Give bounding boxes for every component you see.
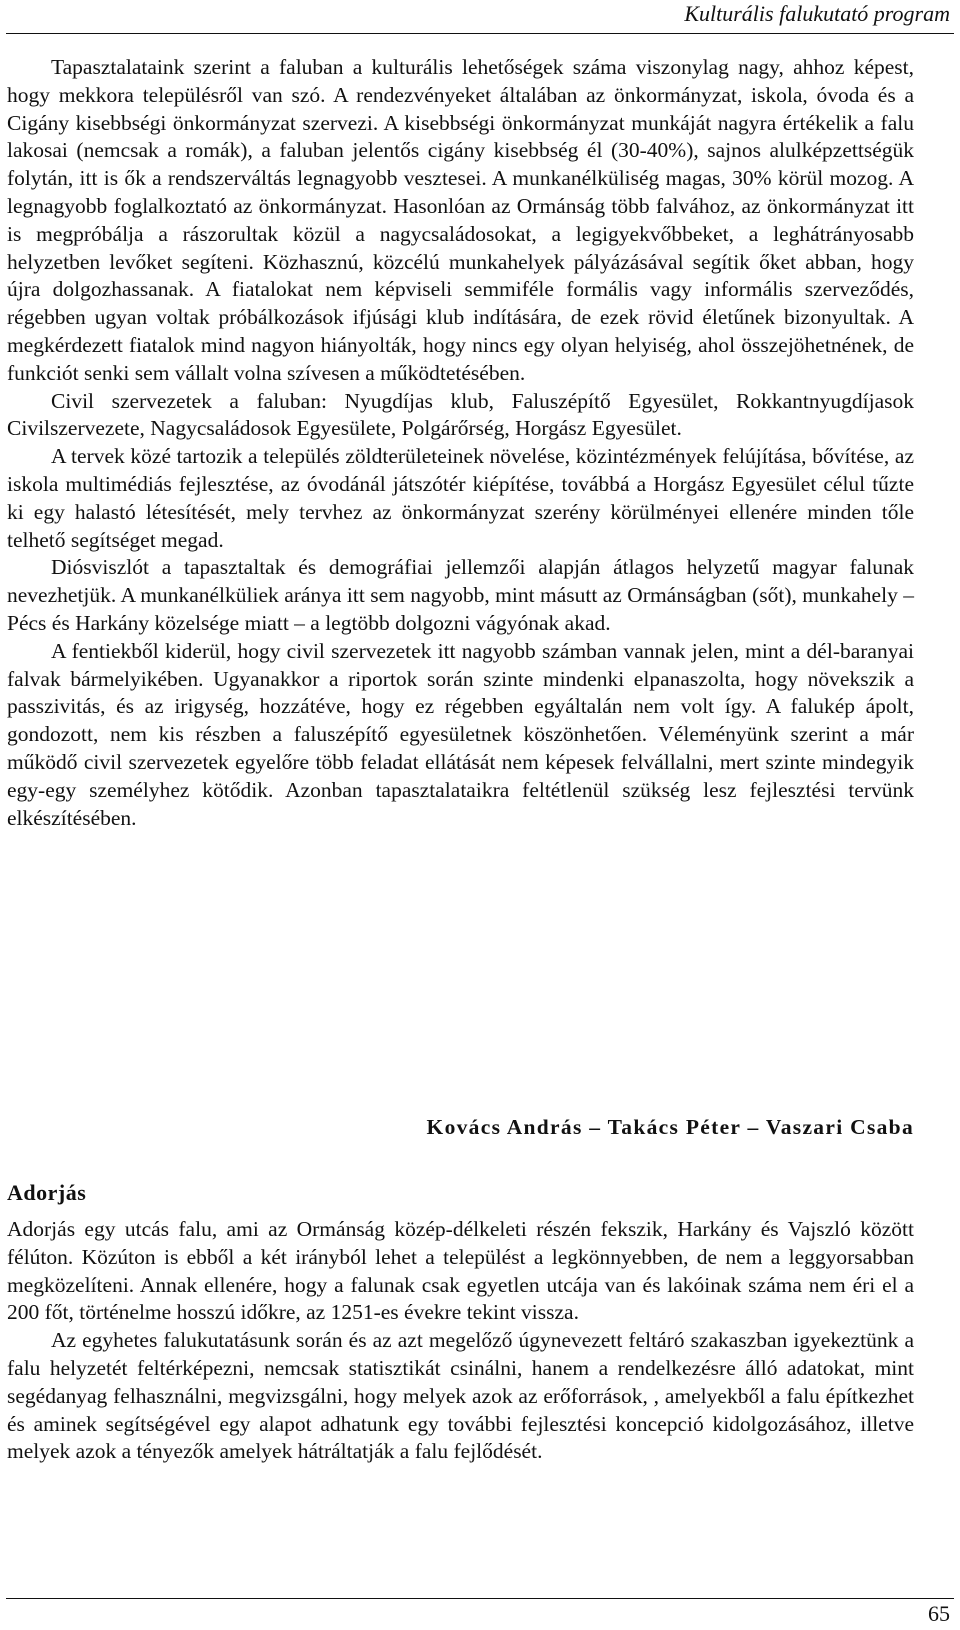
section-body-1 xyxy=(7,54,914,832)
section-heading: Adorjás xyxy=(7,1180,87,1205)
header-rule xyxy=(6,33,954,34)
running-header-title: Kulturális falukutató program xyxy=(684,1,950,26)
paragraph: Tapasztalataink szerint a faluban a kulturális lehetőségek száma viszonylag nagy, ahhoz képest, hogy mekkora településről van szó. A rendezvényeket általában az önkormányzat, iskola, óvoda és a Cigány kisebbségi önkormányzat szervezi. A kisebbségi önkormányzat munkáját nagyra értékelik a falu lakosai (nemcsak a romák), a faluban jelentős cigány kisebbség él (30-40%), sajnos alulképzettségük folytán, itt is ők a rendszerváltás legnagyobb vesztesei. A munkanélküliség magas, 30% körül mozog. A legnagyobb foglalkoztató az önkormányzat. Hasonlóan az Ormánság több falvához, az önkormányzat itt is megpróbálja a rászorultak közül a nagycsaládosokat, a legigyekvőbbeket, a leghátrányosabb helyzetben levőket segíteni. Közhasznú, közcélú munkahelyek pályázásával segítik őket abban, hogy újra dolgozhassanak. A fiatalokat nem képviseli semmiféle formális vagy informális szerveződés, régebben ugyan voltak próbálkozások ifjúsági klub indítására, de ezek rövid életűnek bizonyultak. A megkérdezett fiatalok mind nagyon hiányolták, hogy nincs egy olyan helyiség, ahol összejöhetnének, de funkciót senki sem vállalt volna szívesen a működtetésében. xyxy=(7,55,914,385)
paragraph: A tervek közé tartozik a település zöldterületeinek növelése, közintézmények felújítása, bővítése, az iskola multimédiás fejlesztése, az óvodánál játszótér kiépítése, továbbá a Horgász Egyesület célul tűzte ki egy halastó létesítését, mely tervhez az önkormányzat szerény körülményei ellenére minden tőle telhető segítséget megad. xyxy=(7,444,914,552)
paragraph: Civil szervezetek a faluban: Nyugdíjas klub, Faluszépítő Egyesület, Rokkantnyugdíjasok Civilszervezete, Nagycsaládosok Egyesülete, Polgárőrség, Horgász Egyesület. xyxy=(7,388,914,441)
paragraph: Az egyhetes falukutatásunk során és az azt megelőző úgynevezett feltáró szakaszban igyekeztünk a falu helyzetét feltérképezni, nemcsak statisztikát csinálni, hanem a rendelkezésre álló adatokat, mint segédanyag felhasználni, megvizsgálni, hogy melyek azok az erőforrások, , amelyekből a falu építkezhet és aminek segítségével egy alapot adhatunk egy további fejlesztési koncepció kidolgozásához, illetve melyek azok a tényezők amelyek hátráltatják a falu fejlődését. xyxy=(7,1328,914,1464)
paragraph: Adorjás egy utcás falu, ami az Ormánság közép-délkeleti részén fekszik, Harkány és Vajszló között félúton. Közúton is ebből a két irányból lehet a települést a legkönnyebben, de nem a leggyorsabban megközelíteni. Annak ellenére, hogy a falunak csak egyetlen utcája van és lakóinak száma nem éri el a 200 főt, történelme hosszú időkre, az 1251-es évekre tekint vissza. xyxy=(7,1217,914,1325)
author-signature: Kovács András – Takács Péter – Vaszari Csaba xyxy=(426,1115,914,1139)
page-number: 65 xyxy=(928,1601,950,1626)
paragraph: Diósviszlót a tapasztaltak és demográfiai jellemzői alapján átlagos helyzetű magyar falunak nevezhetjük. A munkanélküliek aránya itt sem nagyobb, mint másutt az Ormánságban (sőt), munkahely – Pécs és Harkány közelsége miatt – a legtöbb dolgozni vágyónak akad. xyxy=(7,555,914,635)
paragraph: A fentiekből kiderül, hogy civil szervezetek itt nagyobb számban vannak jelen, mint a dél-baranyai falvak bármelyikében. Ugyanakkor a riportok során szinte mindenki elpanaszolta, hogy növekszik a passzivitás, és az irigység, hozzátéve, hogy ez régebben egyáltalán nem volt így. A falukép ápolt, gondozott, nem kis részben a faluszépítő egyesületnek köszönhetően. Véleményünk szerint a már működő civil szervezetek egyelőre több feladat ellátását nem képesek felvállalni, mert szinte mindegyik egy-egy személyhez kötődik. Azonban tapasztalataikra feltétlenül szükség lesz fejlesztési tervünk elkészítésében. xyxy=(7,638,914,830)
section-body-2 xyxy=(7,1216,914,1466)
footer-rule xyxy=(6,1598,954,1599)
